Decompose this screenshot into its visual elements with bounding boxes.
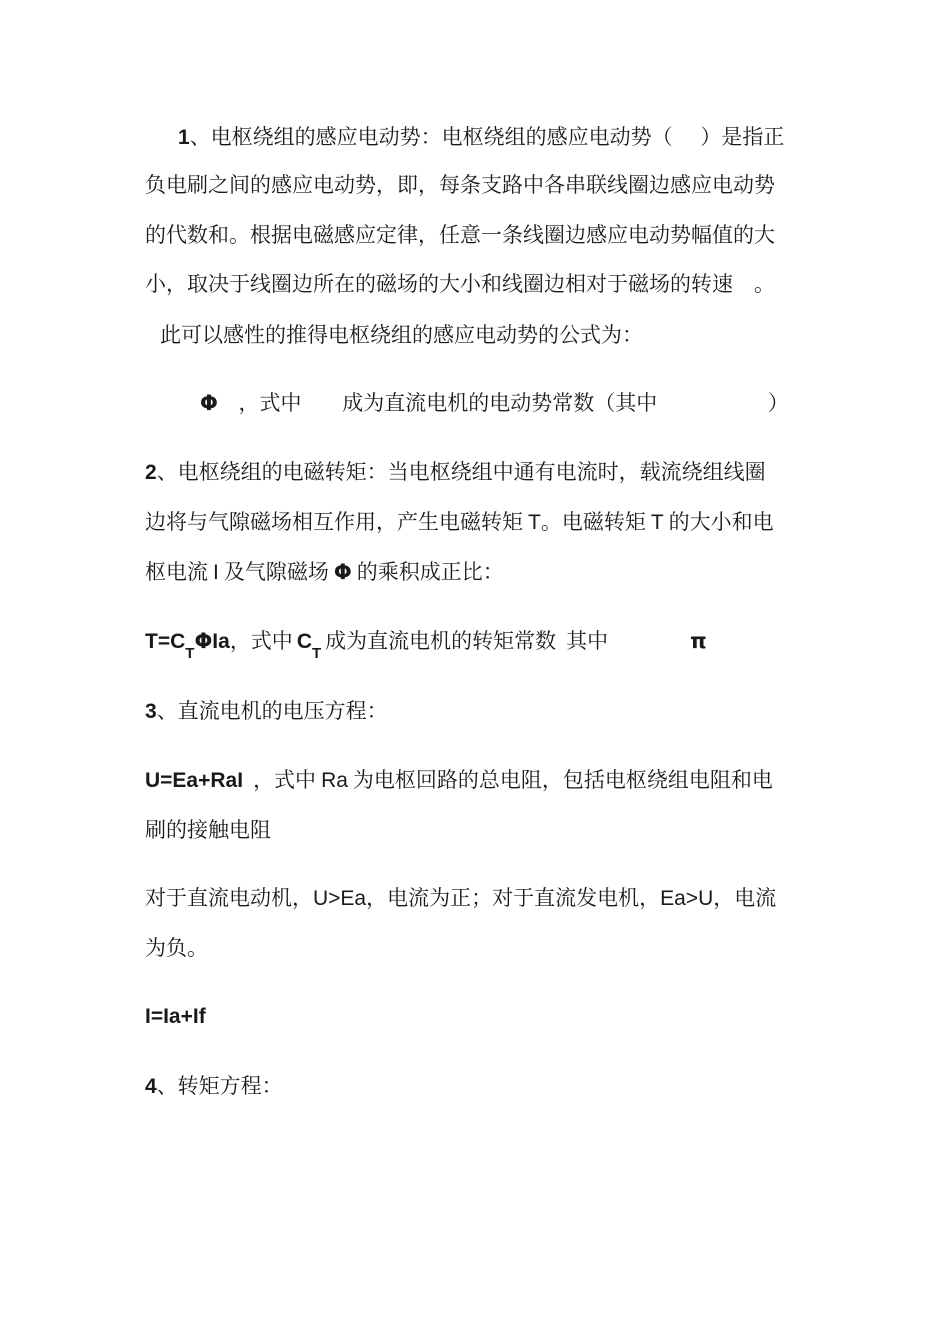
- sec1-line-4: 小，取决于线圈边所在的磁场的大小和线圈边相对于磁场的转速 。: [145, 272, 775, 296]
- text: 。电磁转矩: [540, 510, 646, 534]
- text: 成为直流电机的转矩常数: [325, 629, 557, 653]
- sec1-text-1: 、电枢绕组的感应电动势：电枢绕组的感应电动势（ ）是指正: [189, 125, 785, 149]
- formula-close: ）: [767, 391, 789, 415]
- sec3-title: [145, 696, 388, 727]
- subscript-T: T: [185, 645, 195, 662]
- formula-text: ，式中: [238, 391, 302, 415]
- text: 及气隙磁场: [223, 560, 329, 584]
- text: 枢电流: [145, 560, 208, 584]
- sec1-line-5: 此可以感性的推得电枢绕组的感应电动势的公式为：: [160, 323, 643, 347]
- formula-T: T=C: [145, 630, 186, 653]
- symbol-Ra: Ra: [321, 769, 348, 792]
- text: ，式中: [229, 629, 293, 653]
- sec2-text-1: 、电枢绕组的电磁转矩：当电枢绕组中通有电流时，载流绕组线圈: [156, 460, 766, 484]
- sec4-title-text: 、转矩方程：: [156, 1074, 283, 1098]
- sec1-line-3: 的代数和。根据电磁感应定律，任意一条线圈边感应电动势幅值的大: [145, 223, 775, 247]
- sec4-number: 4: [145, 1075, 157, 1098]
- formula-Ia: Ia: [212, 630, 230, 653]
- formula-text: 成为直流电机的电动势常数（其中: [342, 391, 658, 415]
- sec2-line-2: [145, 507, 774, 538]
- text: 其中: [566, 629, 609, 653]
- sec3-motor-line-1: [145, 883, 776, 914]
- current-equation: I=Ia+If: [145, 1005, 206, 1028]
- sec3-number: 3: [145, 700, 157, 723]
- symbol-I: I: [213, 561, 219, 584]
- symbol-U-Ea: U>Ea: [313, 887, 367, 910]
- text: ，电流: [713, 886, 777, 910]
- sec3-motor-line-2: 为负。: [145, 936, 208, 960]
- symbol-T: T: [650, 511, 664, 534]
- text: 为电枢回路的总电阻，包括电枢绕组电阻和电: [352, 768, 773, 792]
- sec2-line-3: [145, 557, 504, 588]
- phi-symbol: Φ: [200, 391, 218, 415]
- text: ，式中: [253, 768, 317, 792]
- sec1-formula: [200, 388, 789, 418]
- sec1-line-1: [178, 122, 784, 153]
- text: 的大小和电: [668, 510, 774, 534]
- sec4-title: [145, 1071, 283, 1102]
- text: 边将与气隙磁场相互作用，产生电磁转矩: [145, 510, 523, 534]
- sec1-line-2: 负电刷之间的感应电动势，即，每条支路中各串联线圈边感应电动势: [145, 173, 775, 197]
- sec3-title-text: 、直流电机的电压方程：: [156, 699, 388, 723]
- phi-symbol: Φ: [333, 560, 352, 584]
- symbol-T: T: [528, 511, 541, 534]
- sec3-eq-line-2: 刷的接触电阻: [145, 818, 271, 842]
- sec2-line-1: [145, 457, 766, 488]
- pi-symbol: π: [690, 629, 707, 653]
- text: ，电流为正；对于直流发电机，: [366, 886, 661, 910]
- sec2-formula: [145, 626, 707, 662]
- symbol-Ea-U: Ea>U: [660, 887, 714, 910]
- phi-symbol: Φ: [194, 629, 213, 653]
- sec1-number: 1: [178, 126, 190, 149]
- sec2-number: 2: [145, 461, 157, 484]
- subscript-T: T: [311, 645, 322, 662]
- formula-C: C: [296, 630, 312, 653]
- sec3-eq-line-1: [145, 765, 773, 796]
- text: 的乘积成正比：: [356, 560, 504, 584]
- text: 对于直流电动机，: [145, 886, 313, 910]
- voltage-equation: U=Ea+RaI: [145, 769, 244, 792]
